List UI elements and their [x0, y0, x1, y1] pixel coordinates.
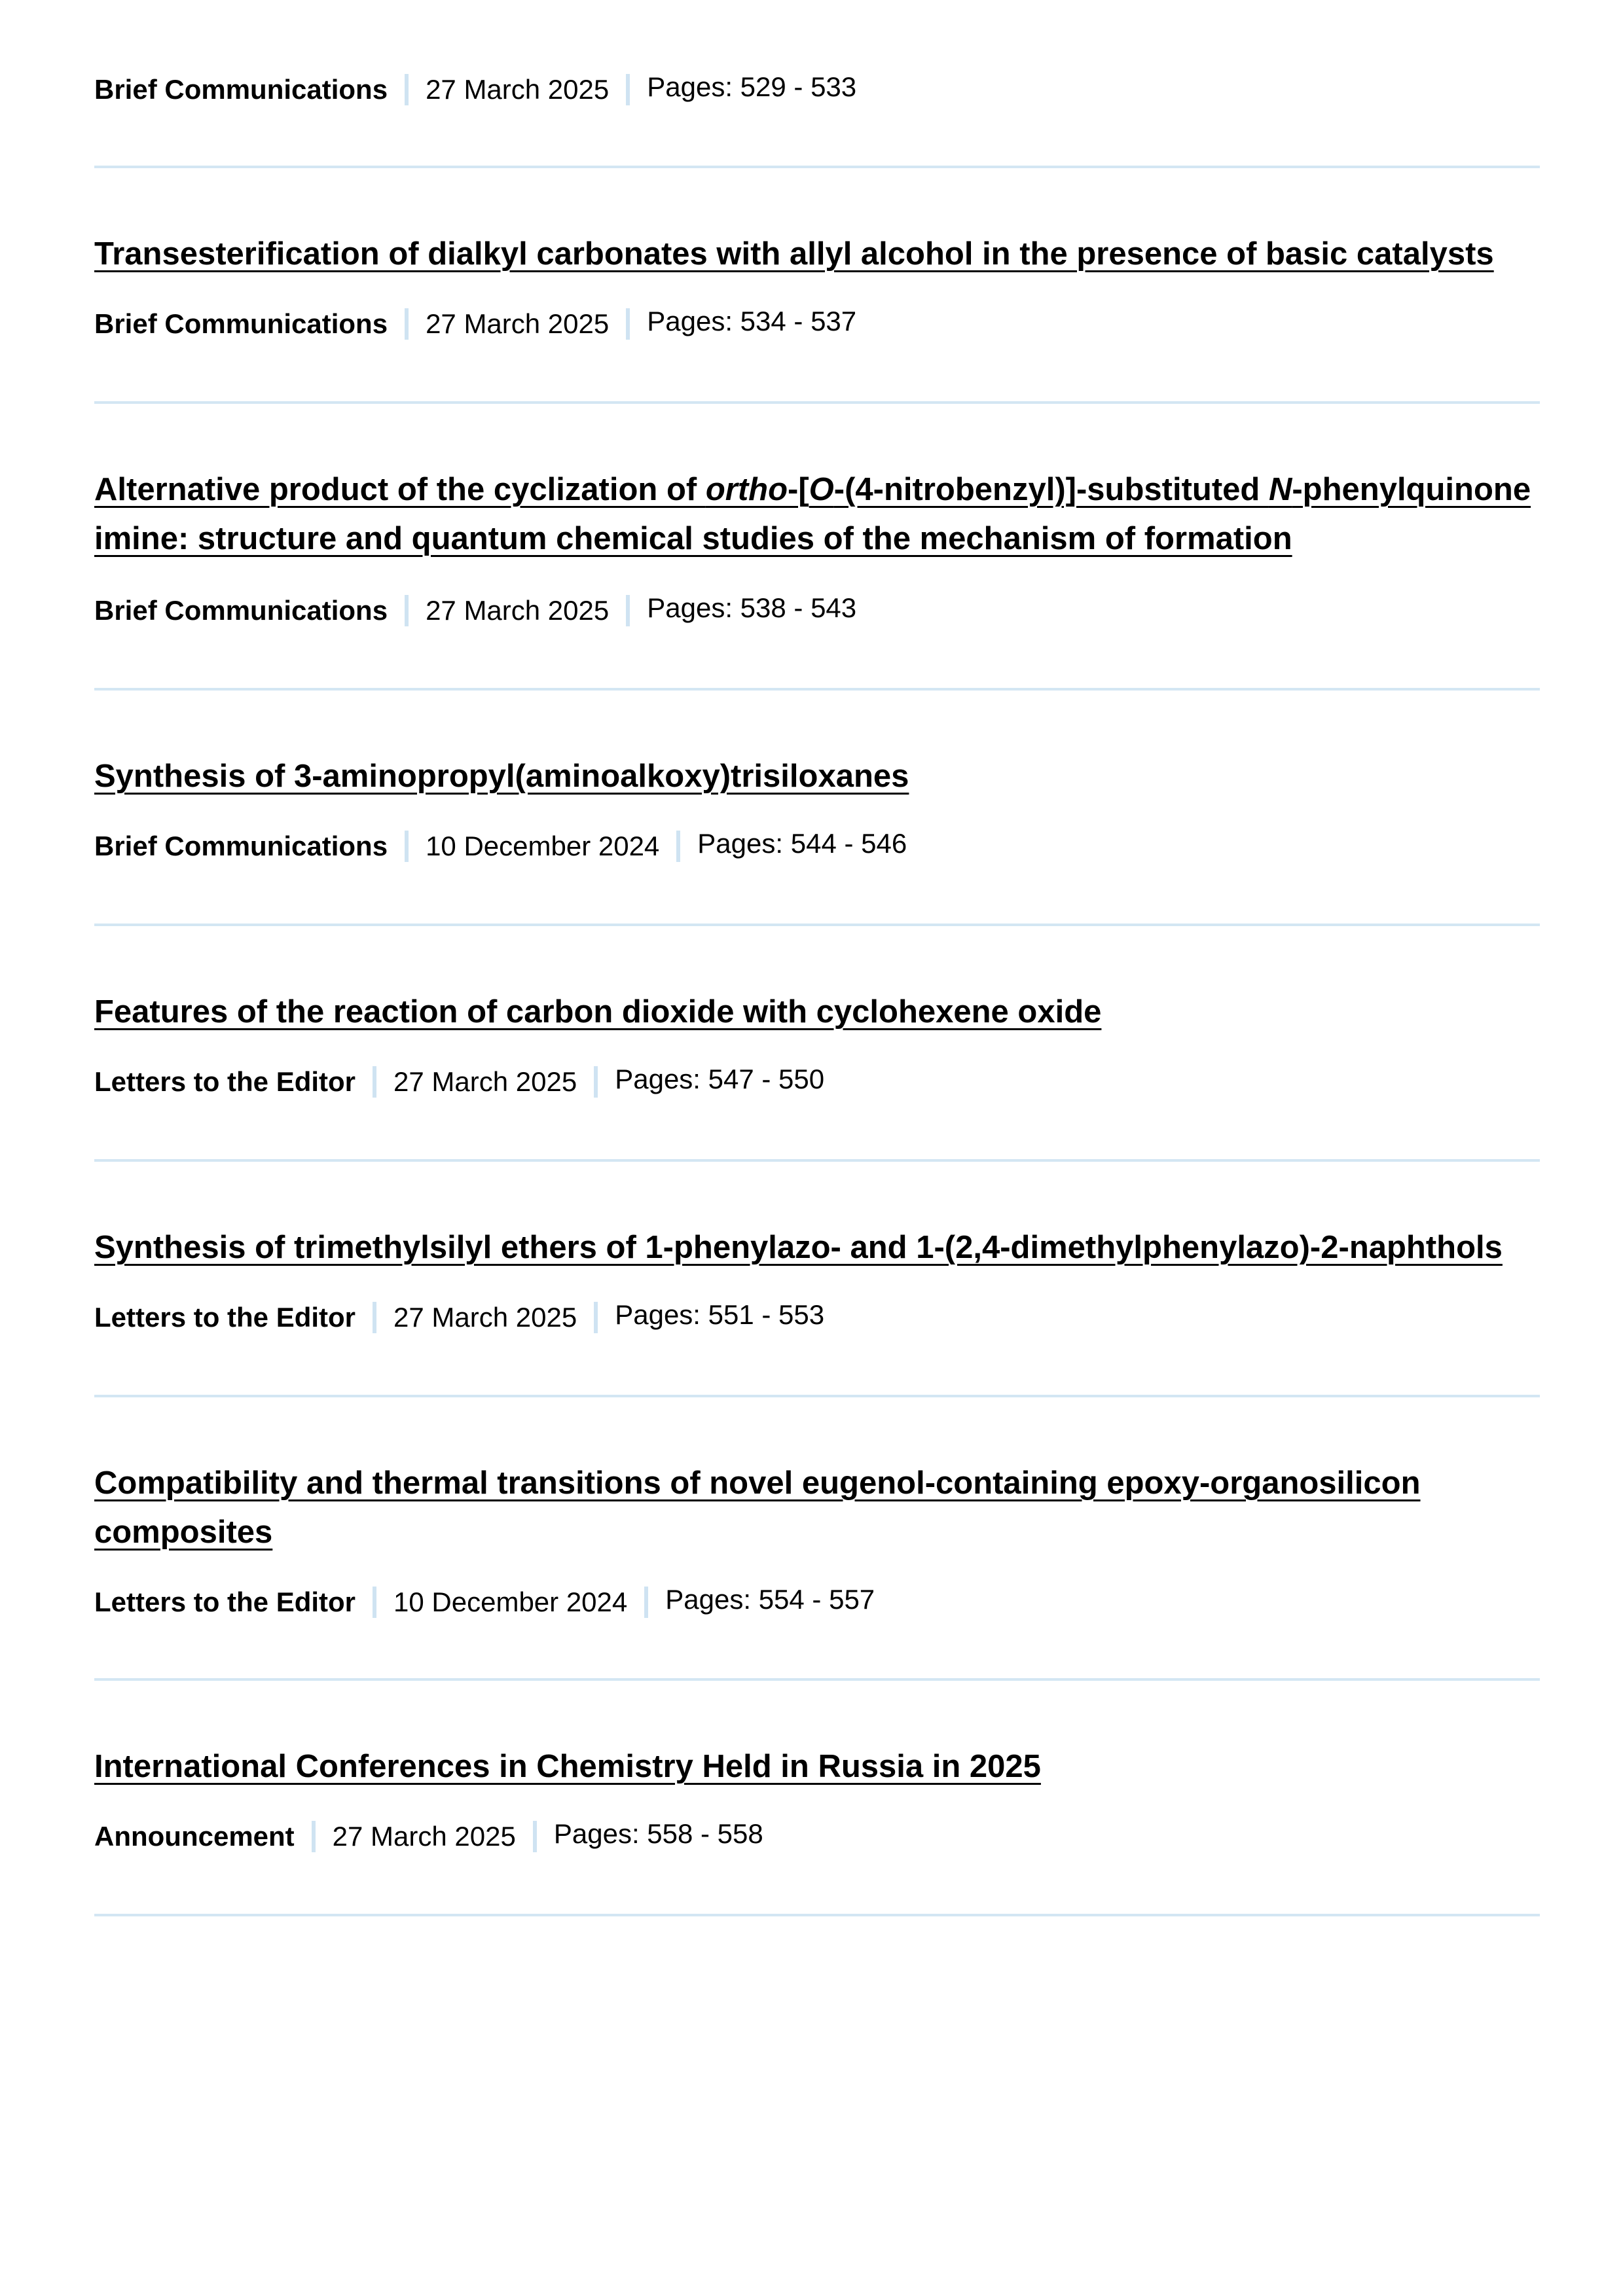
article-entry	[94, 168, 1540, 404]
meta-separator	[626, 308, 630, 340]
article-list	[94, 0, 1540, 1916]
article-title	[94, 988, 1540, 1037]
title-italic-fragment: N	[1268, 472, 1292, 507]
article-entry	[94, 1162, 1540, 1397]
article-type: Brief Communications	[94, 595, 388, 626]
article-title-link[interactable]	[94, 472, 1531, 556]
article-type: Brief Communications	[94, 74, 388, 105]
page-range: Pages: 558 - 558	[553, 1818, 763, 1849]
meta-separator	[373, 1302, 376, 1333]
publication-date: 27 March 2025	[426, 308, 610, 339]
article-title-link[interactable]	[94, 236, 1494, 272]
article-type: Letters to the Editor	[94, 1302, 356, 1333]
page-range: Pages: 554 - 557	[665, 1584, 875, 1615]
page-range: Pages: 538 - 543	[647, 592, 857, 623]
article-title	[94, 230, 1540, 279]
article-entry	[94, 404, 1540, 691]
article-title	[94, 752, 1540, 801]
title-fragment: Features of the reaction of carbon dioxide with cyclohexene oxide	[94, 994, 1102, 1030]
title-fragment: Compatibility and thermal transitions of novel eugenol-containing epoxy-organosilicon composites	[94, 1465, 1421, 1550]
meta-separator	[594, 1302, 598, 1333]
article-meta	[94, 1301, 1540, 1334]
article-title-link[interactable]	[94, 994, 1101, 1030]
meta-separator	[373, 1587, 376, 1618]
article-title-link[interactable]	[94, 759, 909, 794]
title-fragment: -phenylquinone imine: structure and quantum chemical studies of the mechanism of formation	[94, 472, 1531, 556]
article-type: Letters to the Editor	[94, 1587, 356, 1617]
meta-separator	[373, 1066, 376, 1098]
publication-date: 27 March 2025	[393, 1302, 577, 1333]
publication-date: 27 March 2025	[393, 1066, 577, 1097]
meta-separator	[594, 1066, 598, 1098]
article-meta	[94, 1586, 1540, 1619]
article-meta	[94, 73, 1540, 106]
title-fragment: Alternative product of the cyclization of	[94, 472, 706, 507]
article-type: Brief Communications	[94, 831, 388, 861]
meta-separator	[533, 1821, 537, 1852]
publication-date: 27 March 2025	[426, 595, 610, 626]
meta-separator	[626, 595, 630, 626]
title-fragment: Transesterification of dialkyl carbonates with allyl alcohol in the presence of basic catalysts	[94, 236, 1494, 272]
publication-date: 27 March 2025	[426, 74, 610, 105]
article-entry	[94, 691, 1540, 926]
article-title-link[interactable]	[94, 1465, 1421, 1550]
article-entry	[94, 1397, 1540, 1681]
article-meta	[94, 1820, 1540, 1853]
article-entry	[94, 926, 1540, 1162]
article-title-link[interactable]	[94, 1749, 1041, 1784]
article-type: Announcement	[94, 1821, 295, 1852]
article-title	[94, 1459, 1540, 1557]
meta-separator	[405, 74, 409, 105]
title-fragment: Synthesis of 3-aminopropyl(aminoalkoxy)trisiloxanes	[94, 759, 909, 794]
title-fragment: International Conferences in Chemistry Held in Russia in 2025	[94, 1749, 1041, 1784]
meta-separator	[405, 308, 409, 340]
article-meta	[94, 830, 1540, 863]
article-title-link[interactable]	[94, 1230, 1503, 1265]
meta-separator	[405, 831, 409, 862]
meta-separator	[312, 1821, 316, 1852]
article-type: Brief Communications	[94, 308, 388, 339]
article-meta	[94, 594, 1540, 627]
page-range: Pages: 547 - 550	[615, 1064, 825, 1094]
article-title	[94, 465, 1540, 564]
publication-date: 10 December 2024	[393, 1587, 628, 1617]
meta-separator	[676, 831, 680, 862]
page-range: Pages: 544 - 546	[697, 828, 907, 859]
meta-separator	[405, 595, 409, 626]
meta-separator	[644, 1587, 648, 1618]
article-meta	[94, 308, 1540, 340]
publication-date: 10 December 2024	[426, 831, 660, 861]
title-fragment: -(4-nitrobenzyl)]-substituted	[833, 472, 1269, 507]
page-range: Pages: 534 - 537	[647, 306, 857, 336]
title-italic-fragment: O	[809, 472, 834, 507]
title-italic-fragment: ortho	[705, 472, 788, 507]
article-entry	[94, 0, 1540, 168]
article-meta	[94, 1066, 1540, 1098]
page-range: Pages: 529 - 533	[647, 71, 857, 102]
article-title	[94, 1742, 1540, 1791]
article-entry	[94, 1681, 1540, 1916]
article-title	[94, 1223, 1540, 1272]
article-type: Letters to the Editor	[94, 1066, 356, 1097]
publication-date: 27 March 2025	[332, 1821, 516, 1852]
page-range: Pages: 551 - 553	[615, 1299, 825, 1330]
title-fragment: Synthesis of trimethylsilyl ethers of 1-phenylazo- and 1-(2,4-dimethylphenylazo)-2-naphthols	[94, 1230, 1503, 1265]
meta-separator	[626, 74, 630, 105]
title-fragment: -[	[788, 472, 809, 507]
